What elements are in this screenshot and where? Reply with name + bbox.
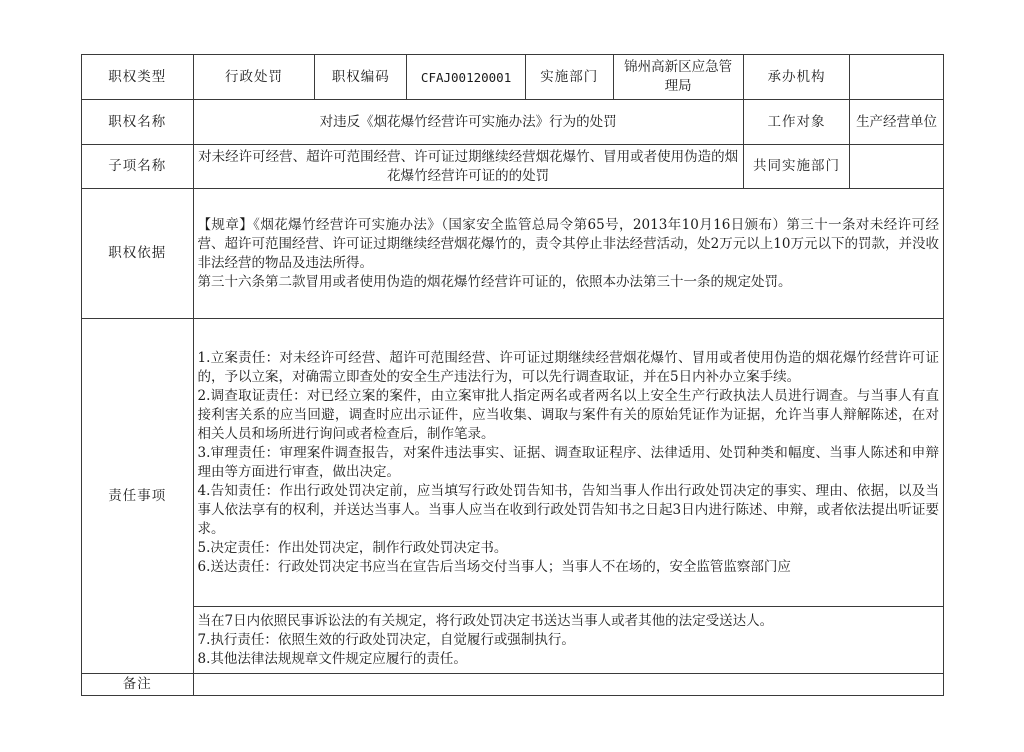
- duty-item: 2.调查取证责任：对已经立案的案件，由立案审批人指定两名或者两名以上安全生产行政执法人员进行调查。与当事人有直接利害关系的应当回避，调查时应出示证件，应当收集、调取与案件有关的原始凭证作为证据，允许当事人辩解陈述，在对相关人员和场所进行询问或者检查后，制作笔录。: [197, 387, 939, 442]
- joint-value: [850, 145, 944, 189]
- duties-continued-row: [82, 607, 944, 674]
- basis-label: 职权依据: [82, 189, 194, 319]
- target-value: 生产经营单位: [850, 100, 944, 145]
- name-row: [82, 100, 944, 145]
- code-value: CFAJ00120001: [407, 55, 526, 100]
- duty-item: 4.告知责任：作出行政处罚决定前，应当填写行政处罚告知书，告知当事人作出行政处罚决定的事实、理由、依据，以及当事人依法享有的权利，并送达当事人。当事人应当在收到行政处罚告知书之日起3日内进行陈述、申辩，或者依法提出听证要求。: [197, 482, 939, 537]
- duties-row: [82, 319, 944, 607]
- dept-value: 锦州高新区应急管理局: [613, 55, 743, 100]
- duty-item: 3.审理责任：审理案件调查报告，对案件违法事实、证据、调查取证程序、法律适用、处罚种类和幅度、当事人陈述和申辩理由等方面进行审查，做出决定。: [197, 444, 939, 480]
- sub-row: [82, 145, 944, 189]
- sub-label: 子项名称: [82, 145, 194, 189]
- code-label: 职权编码: [315, 55, 407, 100]
- remarks-row: [82, 674, 944, 696]
- basis-paragraph: 【规章】《烟花爆竹经营许可实施办法》（国家安全监管总局令第65号，2013年10月16日颁布）第三十一条对未经许可经营、超许可范围经营、许可证过期继续经营烟花爆竹的，责令其停止非法经营活动，处2万元以上10万元以下的罚款，并没收非法经营的物品及违法所得。: [197, 216, 939, 271]
- duties-text: [193, 319, 943, 607]
- target-label: 工作对象: [743, 100, 849, 145]
- dept-label: 实施部门: [525, 55, 613, 100]
- duty-continued-line: 当在7日内依照民事诉讼法的有关规定，将行政处罚决定书送达当事人或者其他的法定受送达人。: [197, 612, 774, 629]
- header-row: [82, 55, 944, 100]
- duties-continued-text: [193, 607, 943, 674]
- remarks-value: [193, 674, 943, 696]
- duty-item: 6.送达责任：行政处罚决定书应当在宣告后当场交付当事人；当事人不在场的，安全监管监察部门应: [197, 558, 791, 575]
- agency-label: 承办机构: [743, 55, 849, 100]
- duty-continued-line: 8.其他法律法规规章文件规定应履行的责任。: [197, 650, 467, 667]
- duties-label: 责任事项: [82, 319, 194, 674]
- remarks-label: 备注: [82, 674, 194, 696]
- basis-row: [82, 189, 944, 319]
- duty-continued-line: 7.执行责任：依照生效的行政处罚决定，自觉履行或强制执行。: [197, 631, 575, 648]
- name-label: 职权名称: [82, 100, 194, 145]
- duty-item: 1.立案责任：对未经许可经营、超许可范围经营、许可证过期继续经营烟花爆竹、冒用或者使用伪造的烟花爆竹经营许可证的，予以立案，对确需立即查处的安全生产违法行为，可以先行调查取证，并在5日内补办立案手续。: [197, 349, 939, 385]
- duty-item: 5.决定责任：作出处罚决定，制作行政处罚决定书。: [197, 539, 508, 556]
- category-value: 行政处罚: [193, 55, 315, 100]
- sub-value: 对未经许可经营、超许可范围经营、许可证过期继续经营烟花爆竹、冒用或者使用伪造的烟花爆竹经营许可证的的处罚: [193, 145, 743, 189]
- basis-paragraph: 第三十六条第二款冒用或者使用伪造的烟花爆竹经营许可证的，依照本办法第三十一条的规定处罚。: [197, 273, 792, 290]
- basis-text: [193, 189, 943, 319]
- authority-table: [81, 54, 944, 696]
- category-label: 职权类型: [82, 55, 194, 100]
- name-value: 对违反《烟花爆竹经营许可实施办法》行为的处罚: [193, 100, 743, 145]
- joint-label: 共同实施部门: [743, 145, 849, 189]
- agency-value: [850, 55, 944, 100]
